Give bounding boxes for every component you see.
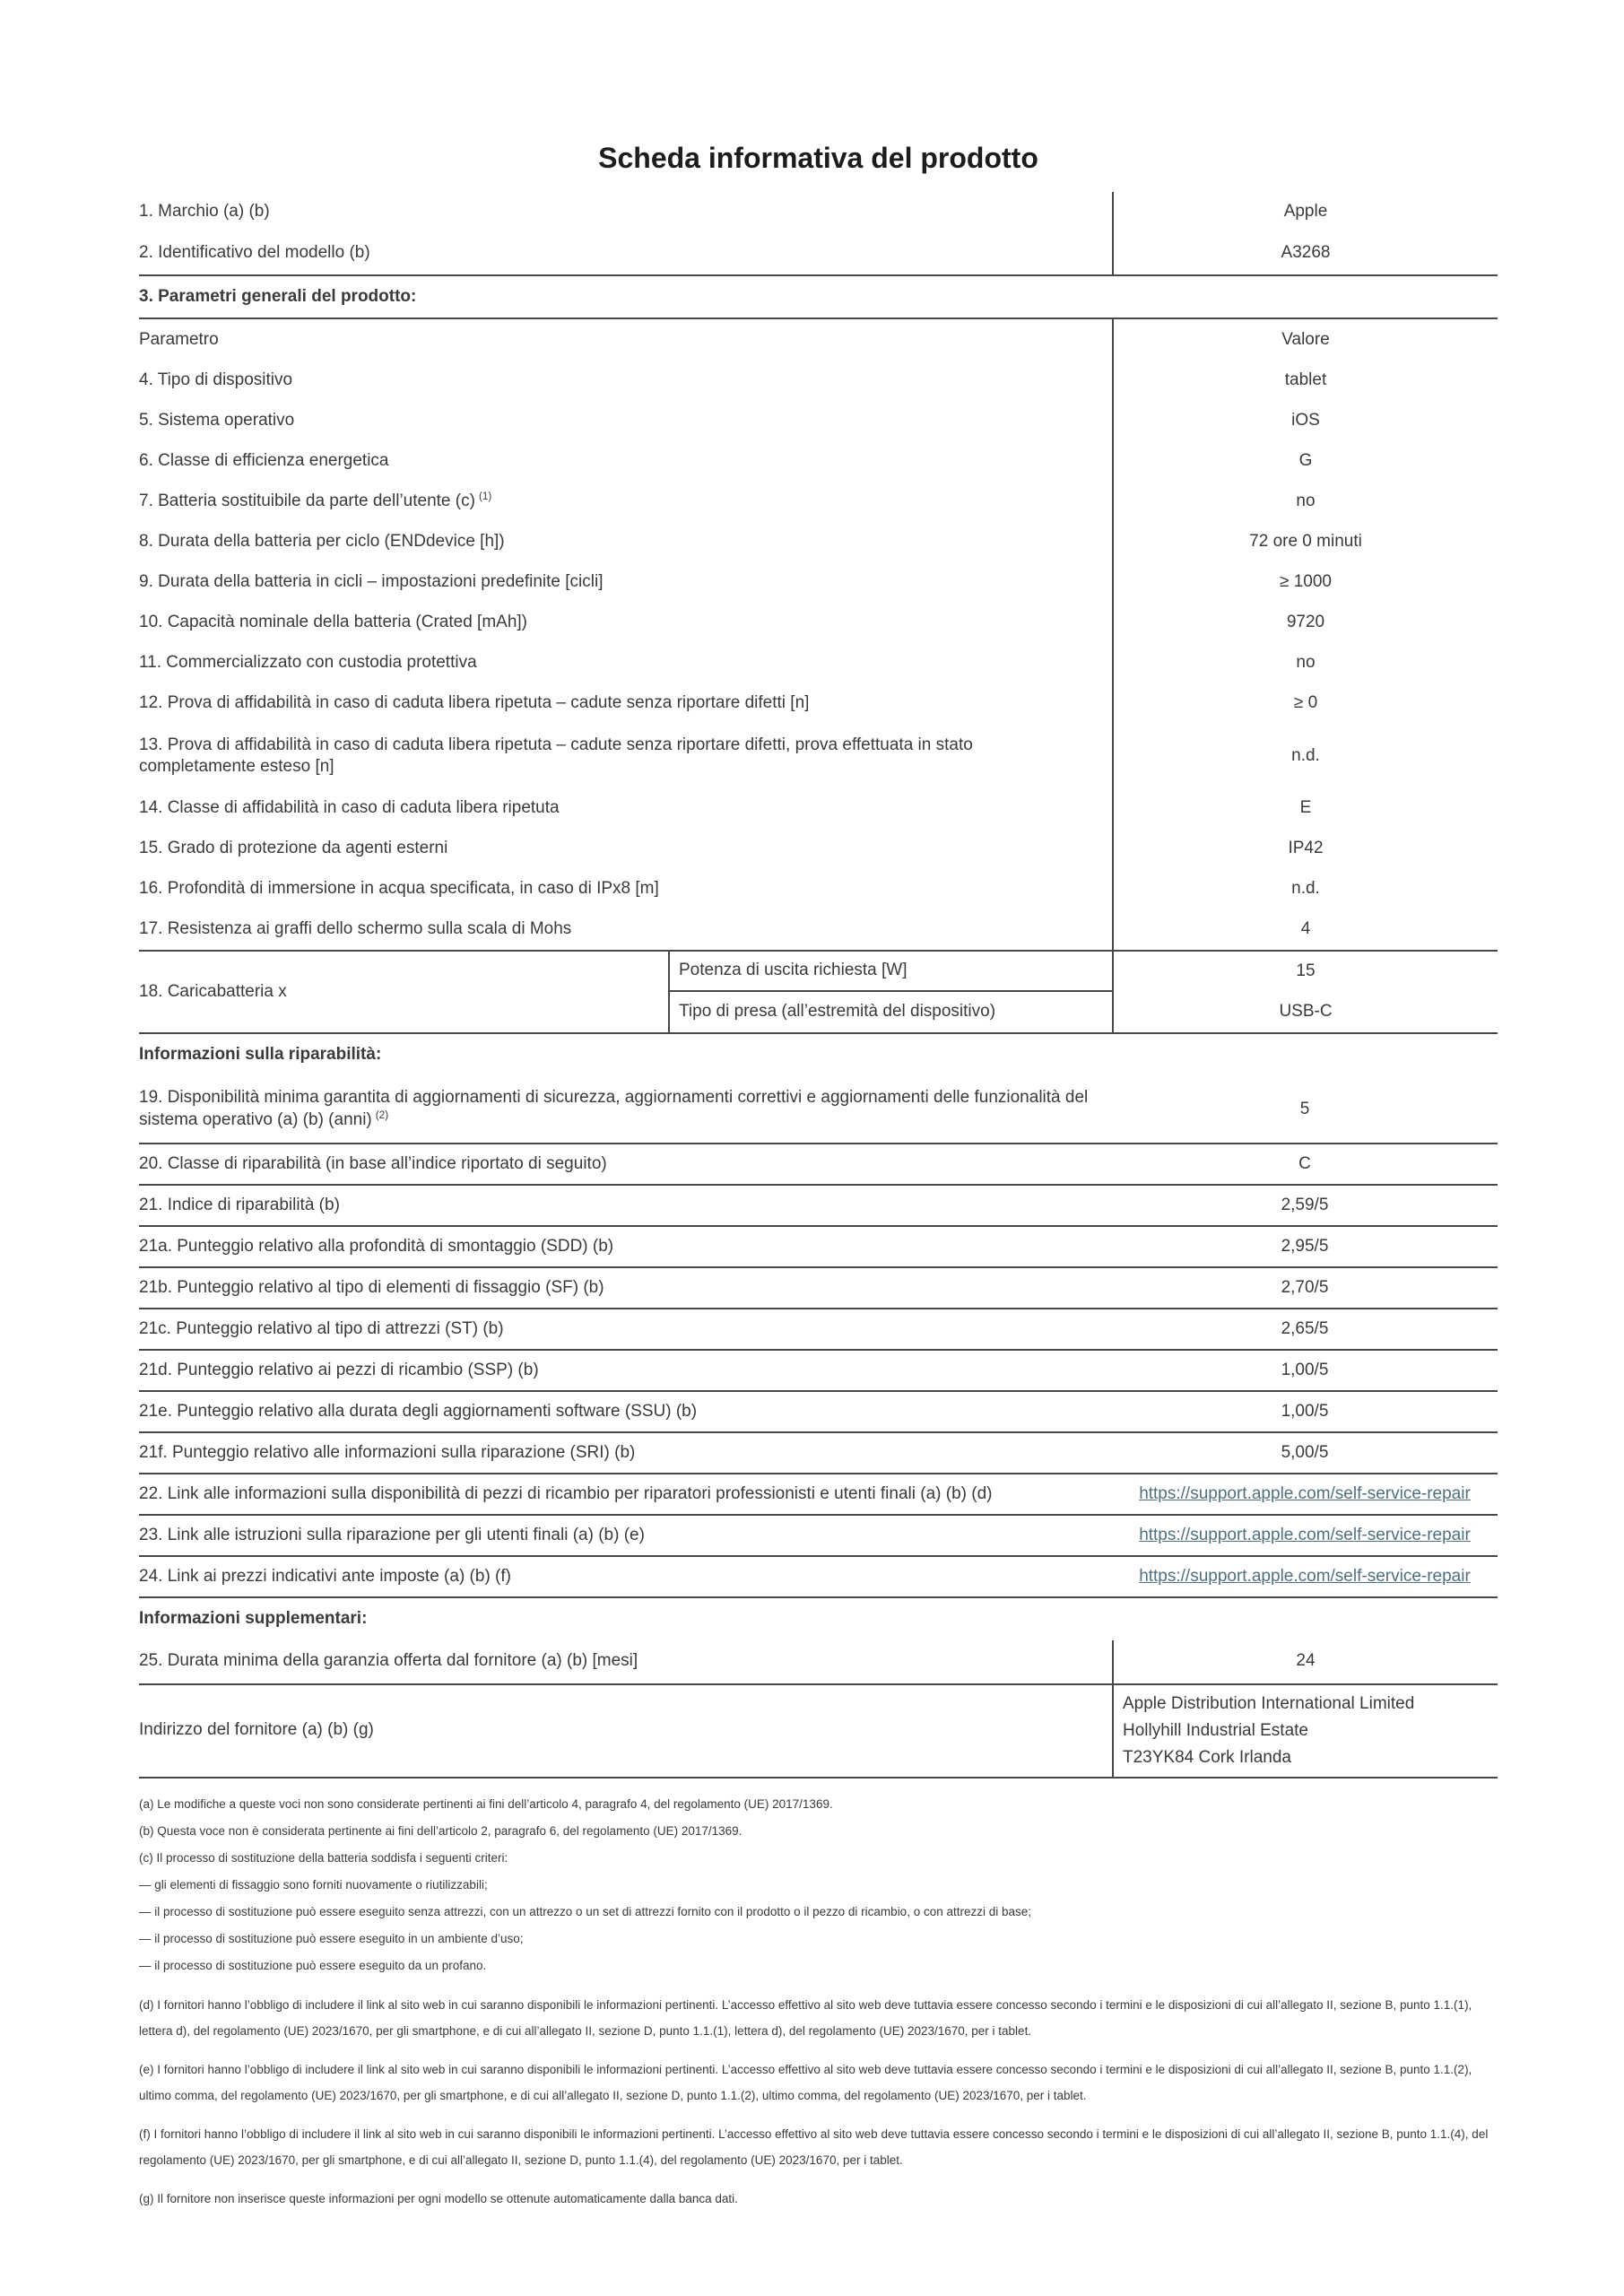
table-row [670, 992, 1498, 1032]
spare-parts-link[interactable]: https://support.apple.com/self-service-repair [1139, 1483, 1471, 1503]
table-row [139, 1309, 1498, 1351]
table-row [139, 1392, 1498, 1433]
table-row [139, 361, 1498, 401]
footnote: (a) Le modifiche a queste voci non sono considerate pertinenti ai fini dell’articolo 4, paragrafo 4, del regolamento (UE) 2017/1369. [139, 1796, 833, 1811]
row-value: 5,00/5 [1281, 1442, 1329, 1462]
top-table [139, 192, 1498, 276]
section-heading-general: 3. Parametri generali del prodotto: [139, 276, 1498, 320]
row-label: 9. Durata della batteria in cicli – impostazioni predefinite [cicli] [139, 572, 604, 592]
row-label: 21a. Punteggio relativo alla profondità di smontaggio (SDD) (b) [139, 1236, 614, 1256]
row-label: Potenza di uscita richiesta [W] [670, 952, 1112, 992]
table-row [139, 788, 1498, 829]
row-value: 2,95/5 [1281, 1236, 1329, 1256]
row-label: Tipo di presa (all’estremità del dispositivo) [679, 1002, 996, 1022]
row-label: 6. Classe di efficienza energetica [139, 451, 389, 471]
row-label: 25. Durata minima della garanzia offerta dal fornitore (a) (b) [mesi] [139, 1651, 638, 1671]
row-value: 4 [1112, 909, 1498, 950]
row-value: Apple [1112, 192, 1498, 233]
supplier-address-line: Hollyhill Industrial Estate [1123, 1720, 1308, 1740]
supplier-address [1112, 1685, 1498, 1777]
row-value: 2,65/5 [1281, 1318, 1329, 1338]
row-label: 12. Prova di affidabilità in caso di caduta libera ripetuta – cadute senza riportare difetti [n] [139, 693, 810, 713]
table-row [139, 192, 1498, 233]
row-value: USB-C [1112, 992, 1498, 1032]
row-label: 14. Classe di affidabilità in caso di caduta libera ripetuta [139, 798, 560, 818]
page-title: Scheda informativa del prodotto [598, 142, 1038, 174]
footnote-ref-2: (2) [375, 1109, 389, 1121]
table-row [139, 643, 1498, 683]
supplier-address-row [139, 1685, 1498, 1779]
table-row [139, 522, 1498, 562]
charger-row [139, 950, 1498, 1034]
row-label: 21f. Punteggio relativo alle informazioni sulla riparazione (SRI) (b) [139, 1442, 636, 1462]
table-row [139, 909, 1498, 950]
supplier-address-line: Apple Distribution International Limited [1123, 1693, 1415, 1713]
table-row [139, 869, 1498, 909]
table-row [670, 952, 1498, 992]
table-row [139, 1186, 1498, 1227]
row-value [1112, 1566, 1498, 1588]
row-label: 5. Sistema operativo [139, 411, 295, 430]
supplementary-table [139, 1640, 1498, 1779]
row-value: n.d. [1112, 724, 1498, 788]
row-value: 5 [1299, 1099, 1310, 1118]
row-value: n.d. [1112, 869, 1498, 909]
row-label: 15. Grado di protezione da agenti esterni [139, 839, 448, 858]
table-row [139, 724, 1498, 788]
row-label: 13. Prova di affidabilità in caso di caduta libera ripetuta – cadute senza riportare difetti, prova effettuata in stato completamente esteso [n] [139, 735, 973, 777]
row-value: 15 [1112, 952, 1498, 992]
table-row [139, 1076, 1498, 1144]
row-value: tablet [1112, 361, 1498, 401]
column-header-param: Parametro [139, 329, 219, 349]
row-label: 16. Profondità di immersione in acqua specificata, in caso di IPx8 [m] [139, 879, 659, 899]
table-row [139, 1474, 1498, 1516]
general-table [139, 319, 1498, 1034]
table-row [139, 441, 1498, 482]
row-label: 2. Identificativo del modello (b) [139, 243, 370, 263]
row-value: C [1298, 1153, 1311, 1173]
row-label: 10. Capacità nominale della batteria (Crated [mAh]) [139, 613, 528, 632]
table-row [139, 1516, 1498, 1557]
table-row [139, 829, 1498, 869]
row-label: 21b. Punteggio relativo al tipo di elementi di fissaggio (SF) (b) [139, 1277, 604, 1297]
row-label: 21c. Punteggio relativo al tipo di attrezzi (ST) (b) [139, 1318, 504, 1338]
table-row [139, 401, 1498, 441]
table-row [139, 562, 1498, 603]
row-value [1112, 1525, 1498, 1547]
row-label: 21. Indice di riparabilità (b) [139, 1195, 340, 1214]
row-label: 22. Link alle informazioni sulla disponibilità di pezzi di ricambio per riparatori professionisti e utenti finali (a) (b) (d) [139, 1483, 993, 1503]
footnote: (g) Il fornitore non inserisce queste informazioni per ogni modello se ottenute automaticamente dalla banca dati. [139, 2191, 738, 2205]
footnote: (b) Questa voce non è considerata pertinente ai fini dell’articolo 2, paragrafo 6, del regolamento (UE) 2017/1369. [139, 1823, 743, 1838]
row-value: ≥ 0 [1112, 683, 1498, 724]
footnotes [139, 1791, 1498, 2213]
footnote: (d) I fornitori hanno l’obbligo di includere il link al sito web in cui saranno disponibili le informazioni pertinenti. L’accesso effettivo al sito web deve tuttavia essere concesso secondo i termini e le disposizioni di cui all’allegato II, sezione B, punto 1.1.(1), lettera d), del regolamento (UE) 2023/1670, per gli smartphone, e di cui all’allegato II, sezione D, punto 1.1.(1), lettera d), del regolamento (UE) 2023/1670, per i tablet. [139, 1997, 1472, 2038]
row-label: 24. Link ai prezzi indicativi ante imposte (a) (b) (f) [139, 1566, 511, 1586]
row-value: 1,00/5 [1281, 1401, 1329, 1421]
row-value: iOS [1112, 401, 1498, 441]
footnote: — gli elementi di fissaggio sono forniti nuovamente o riutilizzabili; [139, 1877, 488, 1892]
table-row [139, 1640, 1498, 1685]
column-header-value: Valore [1112, 319, 1498, 361]
row-label: Indirizzo del fornitore (a) (b) (g) [139, 1720, 374, 1740]
repair-table [139, 1076, 1498, 1598]
row-label: 18. Caricabatteria x [139, 981, 287, 1001]
table-row [139, 482, 1498, 522]
row-label: 11. Commercializzato con custodia protettiva [139, 653, 477, 673]
row-label: 1. Marchio (a) (b) [139, 202, 270, 222]
row-value: 24 [1112, 1640, 1498, 1683]
table-row [139, 1268, 1498, 1309]
footnote: — il processo di sostituzione può essere eseguito in un ambiente d’uso; [139, 1931, 524, 1945]
table-row [139, 1557, 1498, 1598]
charger-subtable [668, 952, 1498, 1032]
row-label: 17. Resistenza ai graffi dello schermo sulla scala di Mohs [139, 919, 572, 939]
table-row [139, 233, 1498, 274]
section-heading-supplementary: Informazioni supplementari: [139, 1608, 368, 1628]
footnote: (c) Il processo di sostituzione della batteria soddisfa i seguenti criteri: [139, 1850, 508, 1865]
row-value: A3268 [1112, 233, 1498, 274]
row-value: E [1112, 788, 1498, 829]
row-value: 1,00/5 [1281, 1360, 1329, 1379]
footnote: (f) I fornitori hanno l’obbligo di includere il link al sito web in cui saranno disponibili le informazioni pertinenti. L’accesso effettivo al sito web deve tuttavia essere concesso secondo i termini e le disposizioni di cui all’allegato II, sezione B, punto 1.1.(4), del regolamento (UE) 2023/1670, per gli smartphone, e di cui all’allegato II, sezione D, punto 1.1.(4), del regolamento (UE) 2023/1670, per i tablet. [139, 2126, 1489, 2167]
row-label: 4. Tipo di dispositivo [139, 370, 293, 390]
repair-instructions-link[interactable]: https://support.apple.com/self-service-repair [1139, 1525, 1471, 1544]
footnote-ref-1: (1) [478, 491, 492, 503]
row-label: 21d. Punteggio relativo ai pezzi di ricambio (SSP) (b) [139, 1360, 539, 1379]
table-row [139, 683, 1498, 724]
row-value: no [1112, 643, 1498, 683]
table-header-row [139, 319, 1498, 361]
row-value [1112, 1483, 1498, 1506]
row-value: ≥ 1000 [1112, 562, 1498, 603]
footnote: — il processo di sostituzione può essere eseguito da un profano. [139, 1958, 487, 1972]
row-label: 7. Batteria sostituibile da parte dell’utente (c) $^{(1)}$ [139, 491, 492, 511]
footnote: (e) I fornitori hanno l’obbligo di includere il link al sito web in cui saranno disponibili le informazioni pertinenti. L’accesso effettivo al sito web deve tuttavia essere concesso secondo i termini e le disposizioni di cui all’allegato II, sezione B, punto 1.1.(2), ultimo comma, del regolamento (UE) 2023/1670, per gli smartphone, e di cui all’allegato II, sezione D, punto 1.1.(2), ultimo comma, del regolamento (UE) 2023/1670, per i tablet. [139, 2062, 1472, 2102]
row-value: no [1112, 482, 1498, 522]
row-label: 23. Link alle istruzioni sulla riparazione per gli utenti finali (a) (b) (e) [139, 1525, 645, 1544]
table-row [139, 1227, 1498, 1268]
table-row [139, 1433, 1498, 1474]
supplier-address-line: T23YK84 Cork Irlanda [1123, 1747, 1291, 1767]
row-label: 8. Durata della batteria per ciclo (ENDdevice [h]) [139, 532, 505, 552]
pretax-prices-link[interactable]: https://support.apple.com/self-service-repair [1139, 1566, 1471, 1586]
row-value: G [1112, 441, 1498, 482]
row-value: 9720 [1112, 603, 1498, 643]
table-row [139, 603, 1498, 643]
row-value: IP42 [1112, 829, 1498, 869]
row-value: 2,59/5 [1281, 1195, 1329, 1214]
footnote: — il processo di sostituzione può essere eseguito senza attrezzi, con un attrezzo o un set di attrezzi fornito con il prodotto o il pezzo di ricambio, o con attrezzi di base; [139, 1904, 1032, 1918]
row-label: 19. Disponibilità minima garantita di aggiornamenti di sicurezza, aggiornamenti correttivi e aggiornamenti delle funzionalità del sistema operativo (a) (b) (anni) $^{(2)}$ [139, 1088, 1089, 1129]
table-row [139, 1351, 1498, 1392]
row-value: 2,70/5 [1281, 1277, 1329, 1297]
row-value: 72 ore 0 minuti [1112, 522, 1498, 562]
row-label: 21e. Punteggio relativo alla durata degli aggiornamenti software (SSU) (b) [139, 1401, 698, 1421]
row-label: 20. Classe di riparabilità (in base all’indice riportato di seguito) [139, 1153, 607, 1173]
section-heading-repair: Informazioni sulla riparabilità: [139, 1045, 382, 1065]
table-row [139, 1144, 1498, 1186]
